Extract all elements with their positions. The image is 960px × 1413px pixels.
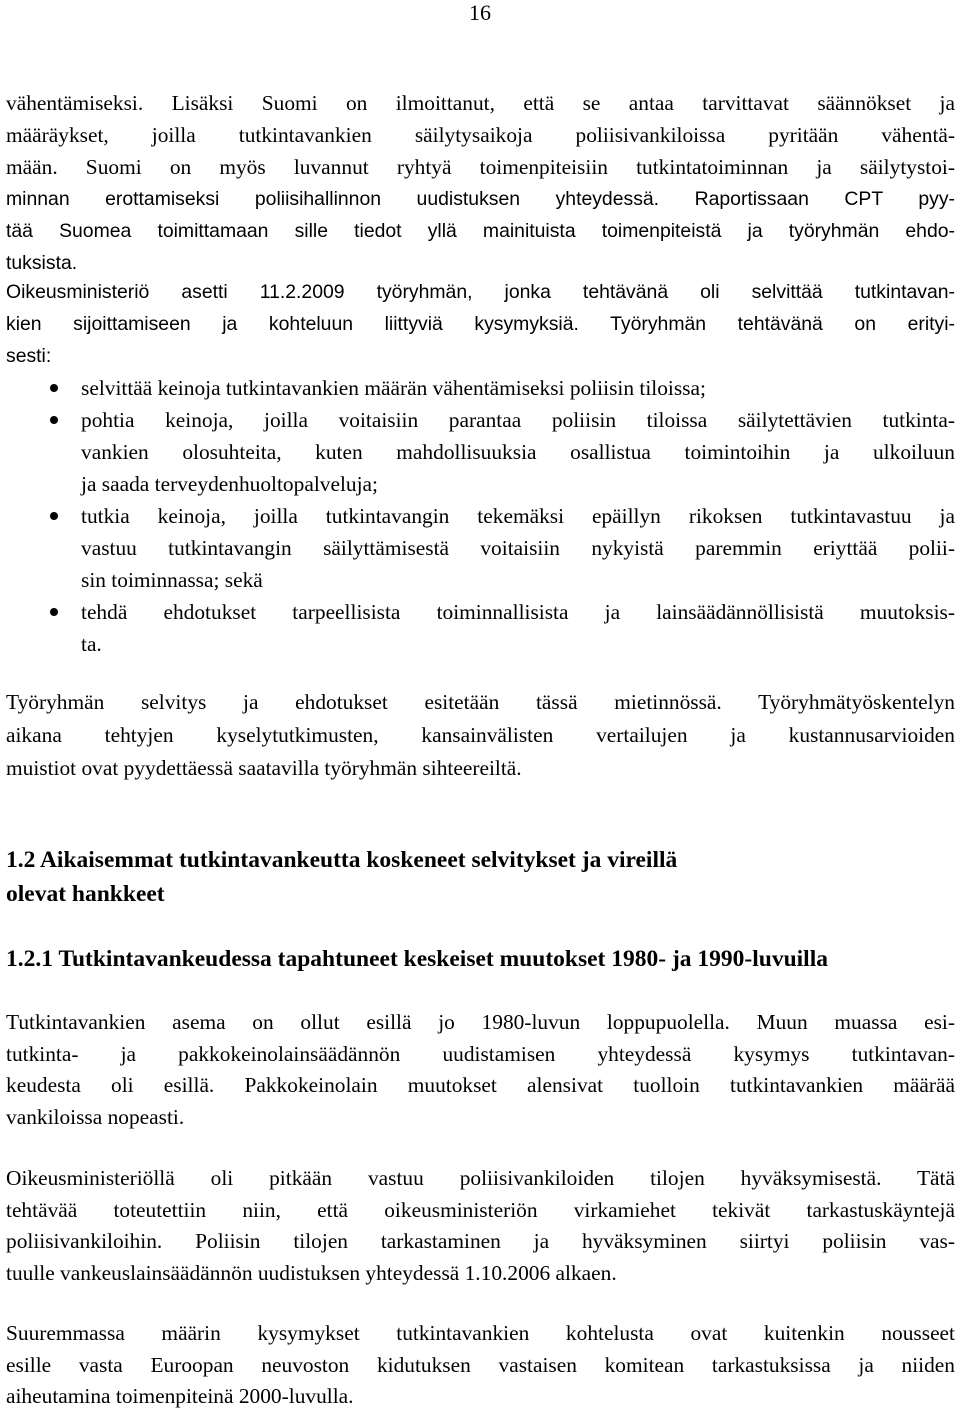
- bullet-icon: [50, 608, 58, 616]
- text-line: vankiloissa nopeasti.: [6, 1104, 185, 1129]
- list-item: [6, 596, 955, 660]
- bullet-icon: [50, 512, 58, 520]
- text-line: vankien olosuhteita, kuten mahdollisuuksia osallistua toimintoihin ja ulkoiluun: [81, 440, 955, 464]
- text-line: vähentämiseksi. Lisäksi Suomi on ilmoittanut, että se antaa tarvittavat säännökset ja: [6, 91, 955, 115]
- text-line: ta.: [81, 632, 102, 656]
- section-heading: [6, 843, 955, 911]
- text-line: minnan erottamiseksi poliisihallinnon uudistuksen yhteydessä. Raportissaan CPT pyy-: [6, 188, 955, 210]
- text-line: tehdä ehdotukset tarpeellisista toiminnallisista ja lainsäädännöllisistä muutoksis-: [81, 600, 955, 624]
- text-line: ja saada terveydenhuoltopalveluja;: [81, 472, 378, 496]
- ministry-paragraph: [6, 276, 955, 372]
- heading-line: 1.2 Aikaisemmat tutkintavankeutta koskeneet selvitykset ja vireillä: [6, 847, 678, 873]
- text-line: sin toiminnassa; sekä: [81, 568, 263, 592]
- text-line: kien sijoittamiseen ja kohteluun liittyviä kysymyksiä. Työryhmän tehtävänä on erityi-: [6, 313, 955, 335]
- text-line: vastuu tutkintavangin säilyttämisestä voitaisiin nykyistä paremmin eriyttää polii-: [81, 536, 955, 560]
- heading-line: olevat hankkeet: [6, 881, 165, 907]
- bullet-icon: [50, 416, 58, 424]
- text-line: tuulle vankeuslainsäädännön uudistuksen yhteydessä 1.10.2006 alkaen.: [6, 1260, 617, 1285]
- text-line: Työryhmän selvitys ja ehdotukset esitetään tässä mietinnössä. Työryhmätyöskentelyn: [6, 690, 955, 714]
- text-line: aiheutamina toimenpiteinä 2000-luvulla.: [6, 1384, 354, 1408]
- heading-line: 1.2.1 Tutkintavankeudessa tapahtuneet keskeiset muutokset 1980- ja 1990-luvuilla: [6, 946, 828, 972]
- report-paragraph: [6, 686, 955, 785]
- list-item: [6, 372, 955, 404]
- text-line: muistiot ovat pyydettäessä saatavilla työryhmän sihteereiltä.: [6, 756, 522, 780]
- text-line: Oikeusministeriöllä oli pitkään vastuu poliisivankiloiden tilojen hyväksymisestä. Tätä: [6, 1166, 955, 1190]
- page-number: 16: [469, 0, 491, 25]
- paragraph-1980s: [6, 1007, 955, 1133]
- text-line: sesti:: [6, 345, 52, 367]
- text-line: Oikeusministeriö asetti 11.2.2009 työryhmän, jonka tehtävänä oli selvittää tutkintavan-: [6, 281, 955, 303]
- text-line: poliisivankiloihin. Poliisin tilojen tarkastaminen ja hyväksyminen siirtyi poliisin vas-: [6, 1229, 955, 1253]
- bullet-icon: [50, 384, 58, 392]
- task-list: [6, 372, 955, 660]
- text-line: tehtävää toteutettiin niin, että oikeusministeriön virkamiehet tekivät tarkastuskäyntejä: [6, 1197, 955, 1222]
- text-line: keudesta oli esillä. Pakkokeinolain muutokset alensivat tuolloin tutkintavankien määrää: [6, 1073, 955, 1097]
- text-line: pohtia keinoja, joilla voitaisiin parantaa poliisin tiloissa säilytettävien tutkinta-: [81, 408, 955, 432]
- paragraph-ministry-responsibility: [6, 1163, 955, 1289]
- text-line: mään. Suomi on myös luvannut ryhtyä toimenpiteisiin tutkintatoiminnan ja säilytystoi-: [6, 155, 955, 179]
- text-line: selvittää keinoja tutkintavankien määrän vähentämiseksi poliisin tiloissa;: [81, 376, 706, 400]
- text-line: tutkinta- ja pakkokeinolainsäädännön uudistamisen yhteydessä kysymys tutkintavan-: [6, 1041, 955, 1066]
- subsection-heading: [6, 942, 955, 976]
- text-line: esille vasta Euroopan neuvoston kidutuksen vastaisen komitean tarkastuksissa ja niiden: [6, 1352, 955, 1377]
- text-line: aikana tehtyjen kyselytutkimusten, kansainvälisten vertailujen ja kustannusarvioiden: [6, 723, 955, 747]
- list-item: [6, 404, 955, 500]
- text-line: määräykset, joilla tutkintavankien säilytysaikoja poliisivankiloissa pyritään vähentä-: [6, 123, 955, 147]
- paragraph-europe: [6, 1318, 955, 1413]
- text-line: tää Suomea toimittamaan sille tiedot yllä mainituista toimenpiteistä ja työryhmän ehdo-: [6, 220, 955, 242]
- text-line: tuksista.: [6, 252, 78, 274]
- list-item: [6, 500, 955, 596]
- text-line: Tutkintavankien asema on ollut esillä jo 1980-luvun loppupuolella. Muun muassa esi-: [6, 1010, 955, 1034]
- text-line: Suuremmassa määrin kysymykset tutkintavankien kohtelusta ovat kuitenkin nousseet: [6, 1321, 955, 1345]
- text-line: tutkia keinoja, joilla tutkintavangin tekemäksi epäillyn rikoksen tutkintavastuu ja: [81, 504, 955, 528]
- intro-paragraph: [6, 87, 955, 279]
